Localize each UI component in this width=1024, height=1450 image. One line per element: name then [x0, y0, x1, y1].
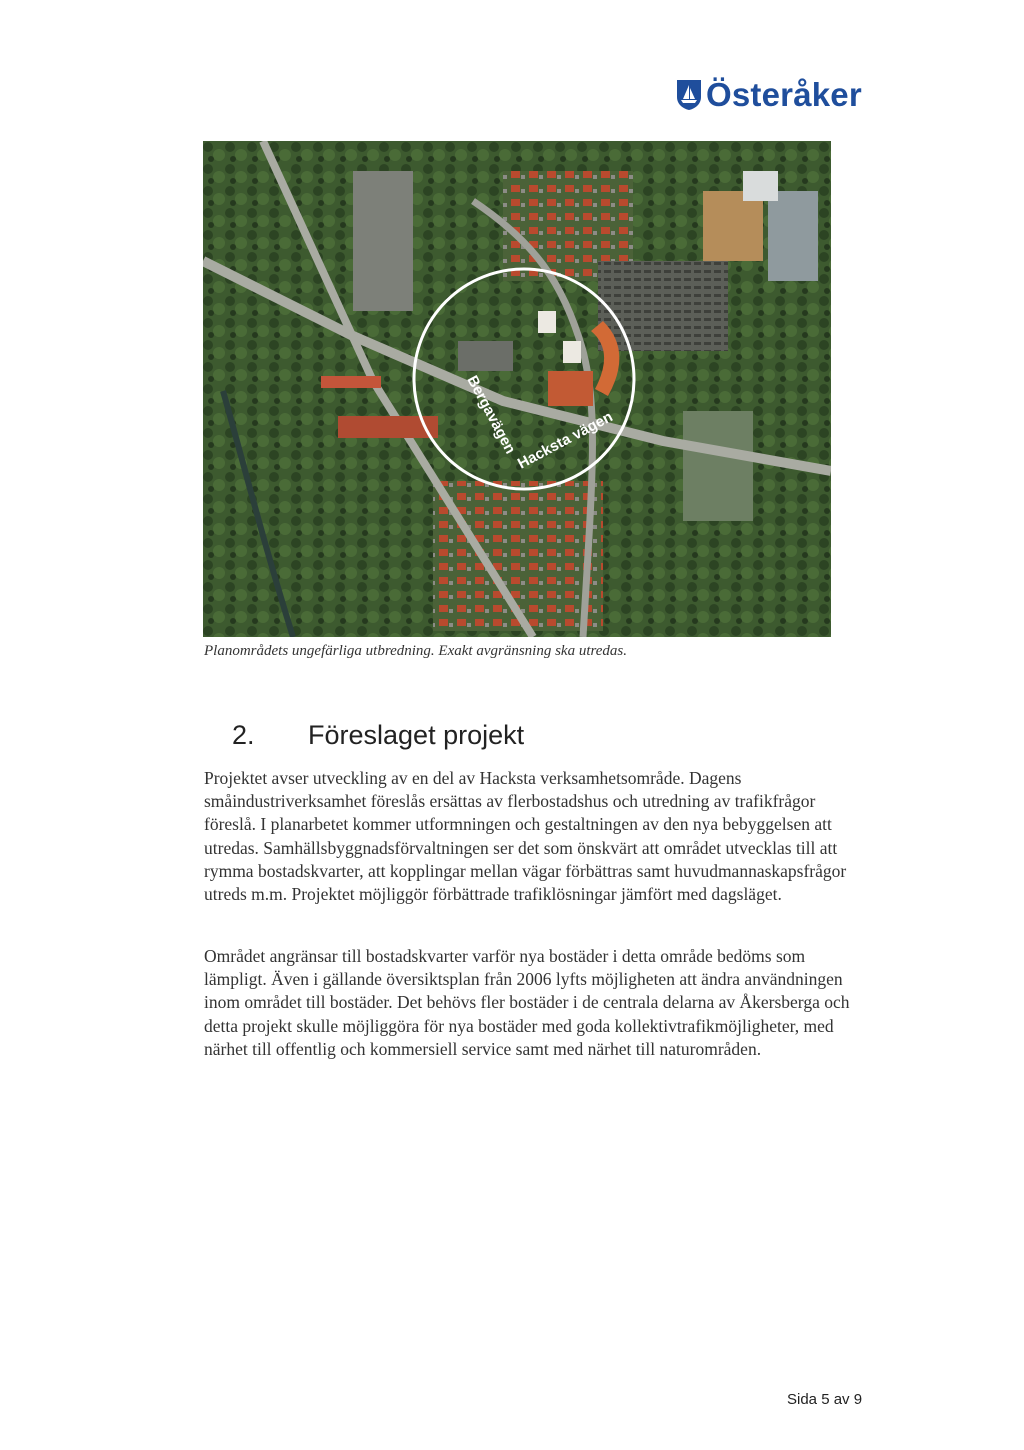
municipality-logo — [676, 76, 862, 114]
street-label-hackstavagen: Hacksta vägen — [514, 408, 616, 473]
aerial-map — [203, 141, 831, 637]
osteraker-shield-icon — [676, 79, 702, 111]
school-building — [683, 411, 753, 521]
street-label-bergavagen: Bergavägen — [463, 372, 519, 457]
section-heading — [232, 720, 524, 751]
paragraph: Projektet avser utveckling av en del av Hacksta verksamhetsområde. Dagens småindustriverksamhet föreslås ersättas av flerbostadshus och utredning av trafikfrågor föreslå. I planarbetet kommer utformningen och gestaltningen av den nya bebyggelsen att utredas. Samhällsbyggnadsförvaltningen ser det som önskvärt att området utvecklas till att rymma bostadskvarter, att kopplingar mellan vägar förbättras samt huvudmannaskapsfrågor utreds m.m. Projektet möjliggör förbättrade trafiklösningar jämfört med dagsläget. — [204, 768, 847, 905]
page-number: Sida 5 av 9 — [787, 1391, 863, 1408]
industrial-building — [458, 341, 513, 371]
arena-building — [768, 191, 818, 281]
building — [538, 311, 556, 333]
brand-name: Österåker — [706, 76, 862, 113]
apartment-rows — [353, 171, 413, 311]
paragraph: Området angränsar till bostadskvarter varför nya bostäder i detta område bedöms som lämpligt. Även i gällande översiktsplan från 2006 lyfts möjligheten att ändra användningen inom området till bostäder. Det behövs fler bostäder i de centrala delarna av Åkersberga och detta projekt skulle möjliggöra för nya bostäder med goda kollektivtrafikmöjligheter, med närhet till offentlig och kommersiell service samt med närhet till naturområden. — [204, 946, 850, 1059]
aerial-photo — [203, 141, 831, 637]
section-number: 2. — [232, 720, 255, 750]
building — [548, 371, 593, 406]
image-caption: Planområdets ungefärliga utbredning. Exakt avgränsning ska utredas. — [204, 643, 628, 659]
rink-building — [743, 171, 778, 201]
parking-lot — [598, 261, 728, 351]
building — [321, 376, 381, 388]
section-title: Föreslaget projekt — [308, 720, 525, 750]
building — [563, 341, 581, 363]
sports-field — [703, 191, 763, 261]
